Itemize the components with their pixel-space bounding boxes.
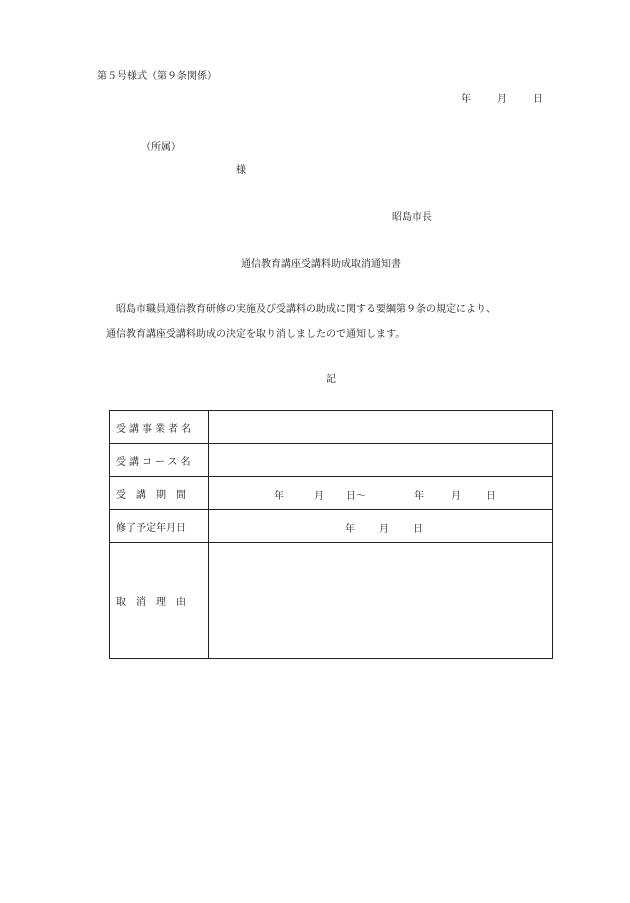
ki-heading: 記	[326, 374, 336, 385]
period-value-cell	[209, 477, 553, 510]
reason-value-cell	[209, 543, 553, 659]
period-month-2: 月	[451, 491, 461, 502]
period-day-1: 日～	[346, 491, 366, 502]
table-row	[110, 477, 553, 510]
reason-label: 取 消 理 由	[110, 543, 209, 659]
form-number: 第５号様式（第９条関係）	[97, 71, 217, 82]
completion-month: 月	[379, 524, 389, 535]
completion-label: 修了予定年月日	[110, 510, 209, 543]
addressee-honorific: 様	[236, 165, 246, 176]
issue-date	[461, 90, 543, 105]
body-paragraph	[106, 297, 566, 347]
period-day-2: 日	[486, 491, 496, 502]
document-title: 通信教育講座受講料助成取消通知書	[241, 259, 401, 270]
period-month-1: 月	[314, 491, 324, 502]
period-year-2: 年	[414, 491, 424, 502]
table-row	[110, 444, 553, 477]
period-label: 受 講 期 間	[110, 477, 209, 510]
period-year-1: 年	[274, 491, 284, 502]
completion-day: 日	[413, 524, 423, 535]
date-year-label: 年	[461, 94, 471, 105]
table-row	[110, 543, 553, 659]
table-row	[110, 411, 553, 444]
addressee-affiliation: （所属）	[141, 142, 181, 153]
table-row	[110, 510, 553, 543]
body-line-2: 通信教育講座受講料助成の決定を取り消しましたので通知します。	[106, 329, 406, 340]
course-value-cell	[209, 444, 553, 477]
provider-value-cell	[209, 411, 553, 444]
details-table	[109, 410, 553, 659]
completion-year: 年	[345, 524, 355, 535]
issuer-name: 昭島市長	[392, 212, 432, 223]
course-label: 受講コース名	[110, 444, 209, 477]
completion-value-cell	[209, 510, 553, 543]
body-line-1: 昭島市職員通信教育研修の実施及び受講料の助成に関する要綱第９条の規定により、	[116, 304, 496, 315]
date-month-label: 月	[497, 94, 507, 105]
provider-label: 受講事業者名	[110, 411, 209, 444]
date-day-label: 日	[533, 94, 543, 105]
